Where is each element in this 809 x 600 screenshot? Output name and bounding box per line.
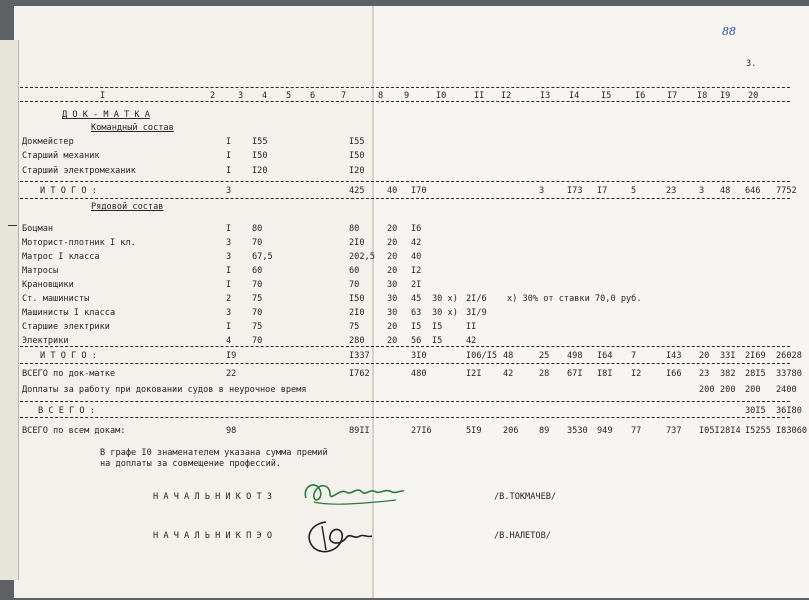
dashed-rule bbox=[20, 181, 790, 182]
table-cell: 425 bbox=[349, 186, 365, 196]
table-cell: 200 bbox=[745, 385, 761, 395]
header-col: 9 bbox=[404, 91, 410, 101]
table-cell: 480 bbox=[411, 369, 427, 379]
table-cell: 3I0 bbox=[411, 351, 427, 361]
table-cell: I bbox=[226, 166, 232, 176]
header-col: 2 bbox=[210, 91, 216, 101]
header-col: I bbox=[100, 91, 106, 101]
table-cell: I2I bbox=[466, 369, 482, 379]
table-cell: 28I4 bbox=[720, 426, 741, 436]
table-cell: I762 bbox=[349, 369, 370, 379]
table-cell: I5255 bbox=[745, 426, 771, 436]
table-cell: 63 bbox=[411, 308, 422, 318]
header-col: 20 bbox=[748, 91, 759, 101]
row-label: Матросы bbox=[22, 266, 59, 276]
table-cell: 20 bbox=[387, 322, 398, 332]
dashed-rule bbox=[20, 87, 790, 88]
table-cell: 42 bbox=[466, 336, 477, 346]
header-col: I3 bbox=[540, 91, 551, 101]
table-cell: 26028 bbox=[776, 351, 802, 361]
header-col: I5 bbox=[601, 91, 612, 101]
table-cell: 56 bbox=[411, 336, 422, 346]
table-cell: I83060 bbox=[776, 426, 808, 436]
dashed-rule bbox=[20, 417, 790, 418]
table-cell: 30 bbox=[387, 294, 398, 304]
row-label: Матрос I класса bbox=[22, 252, 100, 262]
row-label: Докмейстер bbox=[22, 137, 74, 147]
header-col: I0 bbox=[436, 91, 447, 101]
table-cell: 206 bbox=[503, 426, 519, 436]
table-cell: 737 bbox=[666, 426, 682, 436]
table-cell: 2400 bbox=[776, 385, 797, 395]
row-label: Ст. машинисты bbox=[22, 294, 90, 304]
table-cell: 20 bbox=[387, 252, 398, 262]
table-cell: 75 bbox=[252, 322, 263, 332]
table-cell: 7 bbox=[631, 351, 637, 361]
table-cell: 3 bbox=[539, 186, 545, 196]
row-label: Боцман bbox=[22, 224, 54, 234]
dashed-rule bbox=[20, 101, 790, 102]
table-cell: 23 bbox=[666, 186, 677, 196]
section-rank: Рядовой состав bbox=[91, 202, 164, 212]
table-cell: 30 х) bbox=[432, 308, 458, 318]
table-cell: 20 bbox=[387, 266, 398, 276]
table-cell: 20 bbox=[387, 238, 398, 248]
table-cell: I50 bbox=[349, 151, 365, 161]
table-cell: I50 bbox=[252, 151, 268, 161]
table-cell: 75 bbox=[349, 322, 360, 332]
signature-1 bbox=[300, 476, 410, 510]
archive-number: 88 bbox=[722, 25, 736, 38]
table-cell: I20 bbox=[349, 166, 365, 176]
table-cell: I bbox=[226, 151, 232, 161]
table-cell: I8I bbox=[597, 369, 613, 379]
row-label: В С Е Г О : bbox=[38, 406, 95, 416]
table-cell: 3 bbox=[699, 186, 705, 196]
table-cell: 20 bbox=[387, 336, 398, 346]
table-cell: I73 bbox=[567, 186, 583, 196]
table-cell: I43 bbox=[666, 351, 682, 361]
table-cell: 200 bbox=[699, 385, 715, 395]
table-cell: 60 bbox=[252, 266, 263, 276]
table-cell: I66 bbox=[666, 369, 682, 379]
table-cell: 949 bbox=[597, 426, 613, 436]
table-cell: I bbox=[226, 137, 232, 147]
row-label: И Т О Г О : bbox=[40, 186, 97, 196]
table-cell: 2I bbox=[411, 280, 422, 290]
row-note: х) 30% от ставки 70,0 руб. bbox=[507, 294, 642, 304]
header-col: I4 bbox=[569, 91, 580, 101]
table-cell: 70 bbox=[252, 336, 263, 346]
table-cell: 20 bbox=[699, 351, 710, 361]
row-label: ВСЕГО по всем докам: bbox=[22, 426, 126, 436]
table-cell: 2I0 bbox=[349, 308, 365, 318]
table-cell: I70 bbox=[411, 186, 427, 196]
table-cell: I337 bbox=[349, 351, 370, 361]
table-cell: 646 bbox=[745, 186, 761, 196]
row-label: Доплаты за работу при доковании судов в неурочное время bbox=[22, 385, 307, 395]
footnote-1: В графе I0 знаменателем указана сумма премий bbox=[100, 448, 328, 458]
header-col: 5 bbox=[286, 91, 292, 101]
header-col: 6 bbox=[310, 91, 316, 101]
table-cell: I05I bbox=[699, 426, 720, 436]
row-label: Старший механик bbox=[22, 151, 100, 161]
table-cell: 2 bbox=[226, 294, 232, 304]
table-cell: 382 bbox=[720, 369, 736, 379]
row-label: Машинисты I класса bbox=[22, 308, 116, 318]
signature-title-1: Н А Ч А Л Ь Н И К О Т З bbox=[153, 492, 272, 502]
table-cell: 280 bbox=[349, 336, 365, 346]
table-cell: 23 bbox=[699, 369, 710, 379]
header-col: I7 bbox=[667, 91, 678, 101]
table-cell: I50 bbox=[349, 294, 365, 304]
table-cell: 33I bbox=[720, 351, 736, 361]
table-cell: 28I5 bbox=[745, 369, 766, 379]
dashed-rule bbox=[20, 363, 790, 364]
header-col: 7 bbox=[341, 91, 347, 101]
table-cell: I55 bbox=[252, 137, 268, 147]
row-label: ВСЕГО по док-матке bbox=[22, 369, 116, 379]
table-cell: 5 bbox=[631, 186, 637, 196]
table-cell: II bbox=[466, 322, 477, 332]
dashed-rule bbox=[20, 346, 790, 347]
table-cell: 67,5 bbox=[252, 252, 273, 262]
table-cell: 3 bbox=[226, 186, 232, 196]
row-label: Моторист-плотник I кл. bbox=[22, 238, 136, 248]
row-label: Крановщики bbox=[22, 280, 74, 290]
table-cell: 3 bbox=[226, 252, 232, 262]
table-cell: 2I69 bbox=[745, 351, 766, 361]
table-cell: 42 bbox=[411, 238, 422, 248]
section-command: Командный состав bbox=[91, 123, 174, 133]
table-cell: I55 bbox=[349, 137, 365, 147]
table-cell: 70 bbox=[252, 238, 263, 248]
table-cell: 98 bbox=[226, 426, 237, 436]
page-number: 3. bbox=[746, 59, 757, 69]
table-cell: I bbox=[226, 266, 232, 276]
table-cell: 60 bbox=[349, 266, 360, 276]
table-cell: I9 bbox=[226, 351, 237, 361]
header-col: 3 bbox=[238, 91, 244, 101]
table-cell: I06/I5 bbox=[466, 351, 498, 361]
signature-2 bbox=[296, 516, 376, 556]
table-cell: 75 bbox=[252, 294, 263, 304]
row-label: Старшие электрики bbox=[22, 322, 110, 332]
table-cell: 3530 bbox=[567, 426, 588, 436]
table-cell: 202,5 bbox=[349, 252, 375, 262]
table-cell: 80 bbox=[349, 224, 360, 234]
table-cell: 42 bbox=[503, 369, 514, 379]
table-cell: 5I9 bbox=[466, 426, 482, 436]
table-cell: 70 bbox=[252, 280, 263, 290]
table-cell: 30 х) bbox=[432, 294, 458, 304]
table-cell: 3I/9 bbox=[466, 308, 487, 318]
header-col: I9 bbox=[720, 91, 731, 101]
table-cell: 22 bbox=[226, 369, 237, 379]
row-label: Старший электромеханик bbox=[22, 166, 136, 176]
table-cell: I bbox=[226, 224, 232, 234]
table-cell: 4 bbox=[226, 336, 232, 346]
table-cell: 20 bbox=[387, 224, 398, 234]
table-cell: 48 bbox=[503, 351, 514, 361]
table-cell: 3 bbox=[226, 308, 232, 318]
table-cell: 28 bbox=[539, 369, 550, 379]
table-cell: 70 bbox=[252, 308, 263, 318]
header-col: 8 bbox=[378, 91, 384, 101]
table-cell: 33780 bbox=[776, 369, 802, 379]
table-cell: 498 bbox=[567, 351, 583, 361]
header-col: I8 bbox=[697, 91, 708, 101]
table-cell: 200 bbox=[720, 385, 736, 395]
table-cell: 7752 bbox=[776, 186, 797, 196]
signature-title-2: Н А Ч А Л Ь Н И К П Э О bbox=[153, 531, 272, 541]
table-cell: 30 bbox=[387, 280, 398, 290]
table-cell: I64 bbox=[597, 351, 613, 361]
table-cell: I bbox=[226, 322, 232, 332]
table-cell: 89II bbox=[349, 426, 370, 436]
table-cell: 27I6 bbox=[411, 426, 432, 436]
row-label: Электрики bbox=[22, 336, 69, 346]
table-cell: I2 bbox=[411, 266, 422, 276]
table-cell: 30I5 bbox=[745, 406, 766, 416]
table-cell: 80 bbox=[252, 224, 263, 234]
table-cell: 36I80 bbox=[776, 406, 802, 416]
table-cell: 25 bbox=[539, 351, 550, 361]
table-cell: I bbox=[226, 280, 232, 290]
signature-name-2: /В.НАЛЕТОВ/ bbox=[494, 531, 551, 541]
table-cell: 45 bbox=[411, 294, 422, 304]
table-cell: I5 bbox=[432, 322, 443, 332]
table-cell: 2I0 bbox=[349, 238, 365, 248]
table-cell: I5 bbox=[432, 336, 443, 346]
header-col: I6 bbox=[635, 91, 646, 101]
table-cell: 70 bbox=[349, 280, 360, 290]
table-cell: I7 bbox=[597, 186, 608, 196]
table-cell: I6 bbox=[411, 224, 422, 234]
table-cell: 30 bbox=[387, 308, 398, 318]
dashed-rule bbox=[20, 198, 790, 199]
binding-edge bbox=[0, 40, 19, 580]
table-cell: 2I/6 bbox=[466, 294, 487, 304]
signature-name-1: /В.ТОКМАЧЕВ/ bbox=[494, 492, 557, 502]
dashed-rule bbox=[20, 401, 790, 402]
header-col: I2 bbox=[501, 91, 512, 101]
footnote-2: на доплаты за совмещение профессий. bbox=[100, 459, 282, 469]
table-cell: 3 bbox=[226, 238, 232, 248]
table-cell: I2 bbox=[631, 369, 642, 379]
table-cell: 89 bbox=[539, 426, 550, 436]
table-cell: 77 bbox=[631, 426, 642, 436]
table-cell: 40 bbox=[411, 252, 422, 262]
header-col: 4 bbox=[262, 91, 268, 101]
row-label: И Т О Г О : bbox=[40, 351, 97, 361]
table-cell: 48 bbox=[720, 186, 731, 196]
table-cell: I20 bbox=[252, 166, 268, 176]
header-col: II bbox=[474, 91, 485, 101]
section-dock: Д О К - М А Т К А bbox=[62, 110, 150, 120]
table-cell: I5 bbox=[411, 322, 422, 332]
table-cell: 40 bbox=[387, 186, 398, 196]
table-cell: 67I bbox=[567, 369, 583, 379]
